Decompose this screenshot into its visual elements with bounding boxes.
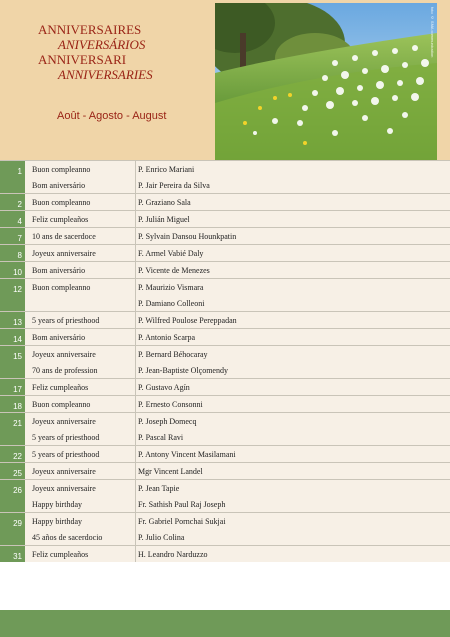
wish-text: Feliz cumpleaños <box>32 215 89 224</box>
wish-text: Buon compleanno <box>32 198 91 207</box>
day-label: 31 <box>13 552 22 561</box>
table-row <box>0 193 450 210</box>
entry-line <box>0 496 450 512</box>
wish-text: 45 años de sacerdocio <box>32 533 103 542</box>
wish-text: Buon compleanno <box>32 283 91 292</box>
person-name: P. Jean Tapie <box>138 484 180 493</box>
person-name: P. Antony Vincent Masilamani <box>138 450 236 459</box>
wish-text: 5 years of priesthood <box>32 433 100 442</box>
day-label: 14 <box>13 335 22 344</box>
table-row <box>0 395 450 412</box>
wish-text: 70 ans de profession <box>32 366 98 375</box>
table-row <box>0 378 450 395</box>
wish-text: 10 ans de sacerdoce <box>32 232 96 241</box>
person-name: P. Joseph Domecq <box>138 417 197 426</box>
wish-text: Joyeux anniversaire <box>32 417 96 426</box>
entry-line <box>0 546 450 562</box>
day-label: 4 <box>17 217 22 226</box>
wish-text: Joyeux anniversaire <box>32 249 96 258</box>
wish-text: Buon compleanno <box>32 400 91 409</box>
entry-line <box>0 513 450 529</box>
entry-line <box>0 329 450 345</box>
wish-text: Happy birthday <box>32 517 82 526</box>
table-row <box>0 445 450 462</box>
person-name: P. Ernesto Consonni <box>138 400 203 409</box>
entry-line <box>0 362 450 378</box>
entry-line <box>0 429 450 445</box>
table-row <box>0 227 450 244</box>
wish-text: Feliz cumpleaños <box>32 550 89 559</box>
entry-line <box>0 312 450 328</box>
table-row <box>0 278 450 311</box>
table-row <box>0 261 450 278</box>
entry-line <box>0 480 450 496</box>
person-name: P. Enrico Mariani <box>138 165 195 174</box>
person-name: P. Sylvain Dansou Hounkpatin <box>138 232 237 241</box>
wish-text: Buon compleanno <box>32 165 91 174</box>
person-name: P. Graziano Sala <box>138 198 191 207</box>
person-name: Fr. Sathish Paul Raj Joseph <box>138 500 226 509</box>
person-name: P. Damiano Colleoni <box>138 299 205 308</box>
person-name: P. Pascal Ravi <box>138 433 184 442</box>
person-name: P. Bernard Béhocaray <box>138 350 208 359</box>
wish-text: Happy birthday <box>32 500 82 509</box>
entry-line <box>0 413 450 429</box>
person-name: P. Antonio Scarpa <box>138 333 196 342</box>
day-label: 13 <box>13 318 22 327</box>
wish-text: Joyeux anniversaire <box>32 484 96 493</box>
photo-credit: foto © SMA communication <box>430 7 435 58</box>
day-label: 22 <box>13 452 22 461</box>
table-row <box>0 160 450 193</box>
entry-line <box>0 295 450 311</box>
entry-line <box>0 211 450 227</box>
title-french: ANNIVERSAIRES <box>38 22 142 37</box>
table-row <box>0 244 450 261</box>
day-label: 18 <box>13 402 22 411</box>
title-english: ANNIVERSARIES <box>58 67 153 82</box>
day-label: 25 <box>13 469 22 478</box>
table-row <box>0 512 450 545</box>
table-row <box>0 412 450 445</box>
wish-text: Bom aniversário <box>32 266 86 275</box>
person-name: P. Gustavo Agín <box>138 383 190 392</box>
entry-line <box>0 346 450 362</box>
table-row <box>0 462 450 479</box>
entry-line <box>0 379 450 395</box>
entry-line <box>0 194 450 210</box>
person-name: H. Leandro Narduzzo <box>138 550 208 559</box>
person-name: P. Vicente de Menezes <box>138 266 210 275</box>
entry-line <box>0 463 450 479</box>
person-name: P. Julio Colina <box>138 533 185 542</box>
person-name: Fr. Gabriel Pornchai Sukjai <box>138 517 226 526</box>
day-label: 26 <box>13 486 22 495</box>
meadow-illustration <box>215 3 437 161</box>
day-label: 15 <box>13 352 22 361</box>
table-row <box>0 210 450 227</box>
anniversary-table <box>0 160 450 562</box>
day-label: 8 <box>17 251 22 260</box>
day-label: 1 <box>17 167 22 176</box>
entry-line <box>0 396 450 412</box>
header-panel <box>0 0 450 160</box>
person-name: F. Armel Vabié Daly <box>138 249 204 258</box>
wish-text: Feliz cumpleaños <box>32 383 89 392</box>
entry-line <box>0 161 450 177</box>
wish-text: Joyeux anniversaire <box>32 467 96 476</box>
entry-line <box>0 228 450 244</box>
day-label: 21 <box>13 419 22 428</box>
wish-text: Joyeux anniversaire <box>32 350 96 359</box>
wish-text: Bom aniversário <box>32 181 86 190</box>
title-italian: ANNIVERSARI <box>38 52 127 67</box>
person-name: P. Julián Miguel <box>138 215 190 224</box>
person-name: P. Jean-Baptiste Olçomendy <box>138 366 228 375</box>
meadow-photo <box>215 3 437 161</box>
title-block <box>38 22 153 82</box>
entry-line <box>0 446 450 462</box>
day-label: 2 <box>17 200 22 209</box>
person-name: P. Jair Pereira da Silva <box>138 181 210 190</box>
table-row <box>0 311 450 328</box>
entry-line <box>0 245 450 261</box>
entry-line <box>0 529 450 545</box>
day-label: 10 <box>13 268 22 277</box>
table-row <box>0 345 450 378</box>
table-row <box>0 545 450 562</box>
entry-line <box>0 177 450 193</box>
day-label: 29 <box>13 519 22 528</box>
title-portuguese: ANIVERSÁRIOS <box>58 37 146 52</box>
wish-text: 5 years of priesthood <box>32 450 100 459</box>
wish-text: Bom aniversário <box>32 333 86 342</box>
person-name: P. Maurizio Vismara <box>138 283 204 292</box>
day-label: 17 <box>13 385 22 394</box>
footer-band <box>0 610 450 637</box>
person-name: Mgr Vincent Landel <box>138 467 203 476</box>
entry-line <box>0 279 450 295</box>
day-label: 12 <box>13 285 22 294</box>
month-subtitle: Août - Agosto - August <box>57 110 167 122</box>
day-label: 7 <box>17 234 22 243</box>
entry-line <box>0 262 450 278</box>
person-name: P. Wilfred Poulose Pereppadan <box>138 316 237 325</box>
table-row <box>0 479 450 512</box>
table-row <box>0 328 450 345</box>
wish-text: 5 years of priesthood <box>32 316 100 325</box>
